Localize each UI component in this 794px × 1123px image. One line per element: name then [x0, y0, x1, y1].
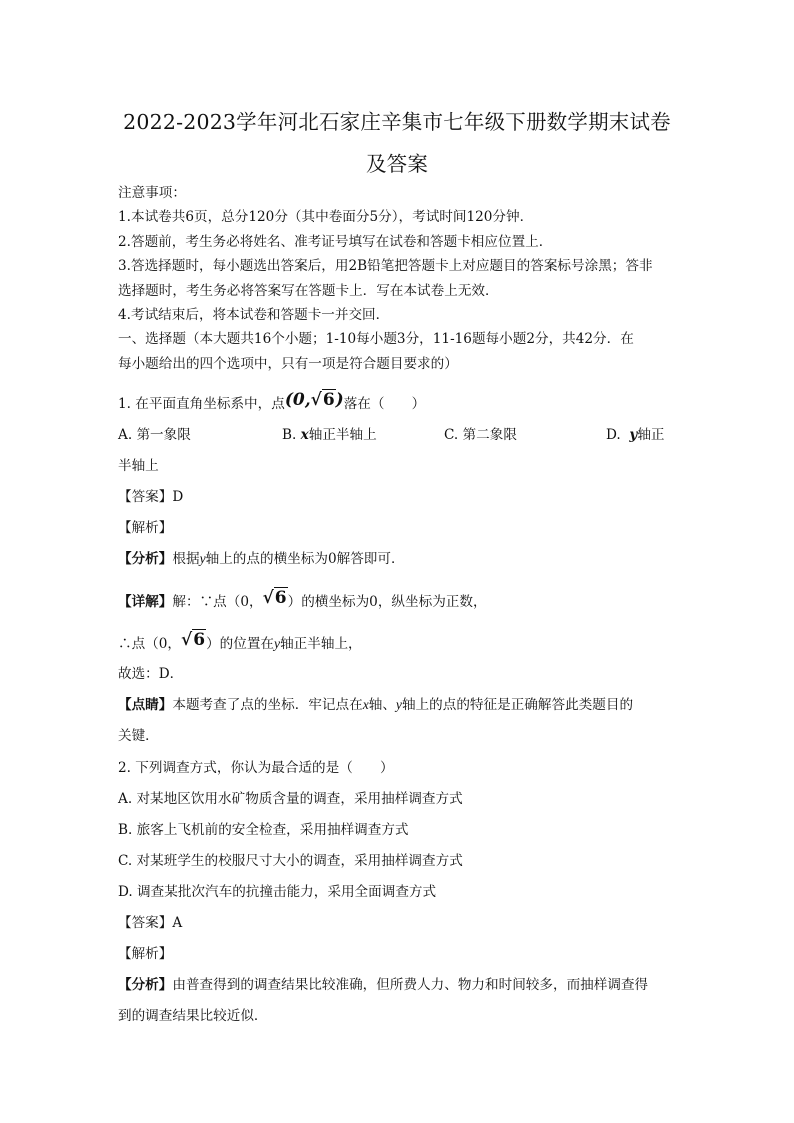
q1-dianjing — [118, 696, 633, 714]
q2-fenxi-text: 由普查得到的调查结果比较准确，但所费人力、物力和时间较多，而抽样调查得 — [172, 977, 649, 993]
q2-option-b: B. 旅客上飞机前的安全检查，采用抽样调查方式 — [118, 822, 409, 838]
q1-dianjing-label: 【点睛】 — [118, 697, 173, 713]
note-4: 4.考试结束后，将本试卷和答题卡一并交回． — [118, 307, 390, 323]
q1-therefore-radicand: 6 — [193, 630, 206, 650]
q1-dianjing-cont: 关键． — [118, 728, 159, 744]
q1-therefore — [118, 630, 362, 653]
q1-analysis-label: 【解析】 — [118, 520, 173, 536]
q2-analysis-label: 【解析】 — [118, 946, 173, 962]
note-1: 1.本试卷共6页，总分120分（其中卷面分5分），考试时间120分钟． — [118, 209, 534, 225]
q1-point-close: ) — [335, 390, 344, 410]
q1-dianjing-post: 轴上的点的特征是正确解答此类题目的 — [401, 697, 634, 713]
q2-option-c: C. 对某班学生的校服尺寸大小的调查，采用抽样调查方式 — [118, 853, 463, 869]
document-title-line1: 2022-2023学年河北石家庄辛集市七年级下册数学期末试卷 — [123, 110, 671, 134]
q2-fenxi-line2: 到的调查结果比较近似． — [118, 1008, 268, 1024]
q1-option-b-label: B. — [282, 427, 297, 443]
q1-detail-radicand: 6 — [274, 588, 287, 608]
note-3-line1: 3.答选择题时，每小题选出答案后，用2B铅笔把答题卡上对应题目的答案标号涂黑；答非 — [118, 258, 653, 274]
q1-radicand: 6 — [322, 390, 335, 410]
q1-detail-sqrt: √6 — [262, 588, 287, 608]
notes-heading: 注意事项： — [118, 185, 186, 201]
q1-stem-tail: 落在（ ） — [343, 396, 426, 412]
q2-option-a: A. 对某地区饮用水矿物质含量的调查，采用抽样调查方式 — [118, 791, 463, 807]
q1-fenxi-label: 【分析】 — [118, 551, 173, 567]
q1-option-d-cont: 半轴上 — [118, 458, 159, 474]
q1-dianjing-pre: 本题考查了点的坐标．牢记点在 — [172, 697, 363, 713]
q1-fenxi-post: 轴上的点的横坐标为0解答即可． — [205, 551, 405, 567]
q1-therefore-var: y — [274, 636, 281, 651]
q1-dianjing-var1: x — [362, 697, 369, 712]
section-heading-line2: 每小题给出的四个选项中，只有一项是符合题目要求的） — [118, 356, 458, 372]
q1-option-d — [606, 426, 665, 444]
note-2: 2.答题前，考生务必将姓名、准考证号填写在试卷和答题卡相应位置上． — [118, 234, 553, 250]
q1-option-d-var: y — [629, 427, 638, 443]
q1-dianjing-mid: 轴、 — [368, 697, 396, 713]
q1-stem-text: 1. 在平面直角坐标系中，点 — [118, 396, 285, 412]
q1-therefore-sqrt: √6 — [181, 630, 206, 650]
q1-option-a: A. 第一象限 — [118, 427, 191, 443]
q1-fenxi-pre: 根据 — [172, 551, 200, 567]
q2-stem: 2. 下列调查方式，你认为最合适的是（ ） — [118, 760, 394, 776]
q1-point-open: (0, — [284, 390, 311, 410]
q1-sqrt: √6 — [310, 390, 335, 410]
q2-option-d: D. 调查某批次汽车的抗撞击能力，采用全面调查方式 — [118, 884, 437, 900]
q2-fenxi-label: 【分析】 — [118, 977, 173, 993]
q1-option-d-label: D. — [606, 427, 621, 443]
q1-option-b-text: 轴正半轴上 — [308, 427, 377, 443]
q1-therefore-mid: ）的位置在 — [206, 636, 275, 652]
q1-fenxi — [118, 550, 405, 568]
q1-option-b-var: x — [300, 427, 309, 443]
q1-therefore-post: 轴正半轴上， — [280, 636, 362, 652]
document-title-line2: 及答案 — [365, 152, 429, 176]
q1-option-c: C. 第二象限 — [444, 427, 517, 443]
q2-answer: 【答案】A — [118, 915, 183, 931]
q1-detail-label: 【详解】 — [118, 594, 173, 610]
q1-detail-post: ）的横坐标为0，纵坐标为正数， — [287, 594, 487, 610]
q1-option-b — [282, 426, 377, 444]
q1-stem — [118, 390, 426, 413]
q1-option-d-text: 轴正 — [637, 427, 665, 443]
q1-choose: 故选：D． — [118, 666, 184, 682]
q1-fenxi-var: y — [199, 551, 206, 566]
q1-answer: 【答案】D — [118, 489, 184, 505]
q1-dianjing-var2: y — [395, 697, 402, 712]
q1-therefore-pre: ∴点（0， — [118, 636, 182, 652]
q1-detail — [118, 588, 487, 611]
section-heading-line1: 一、选择题（本大题共16个小题；1-10每小题3分，11-16题每小题2分，共42分．在 — [118, 331, 634, 347]
note-3-line2: 选择题时，考生务必将答案写在答题卡上．写在本试卷上无效． — [118, 283, 499, 299]
q1-detail-pre: 解：∵点（0， — [172, 594, 263, 610]
q2-fenxi-line1 — [118, 976, 648, 994]
